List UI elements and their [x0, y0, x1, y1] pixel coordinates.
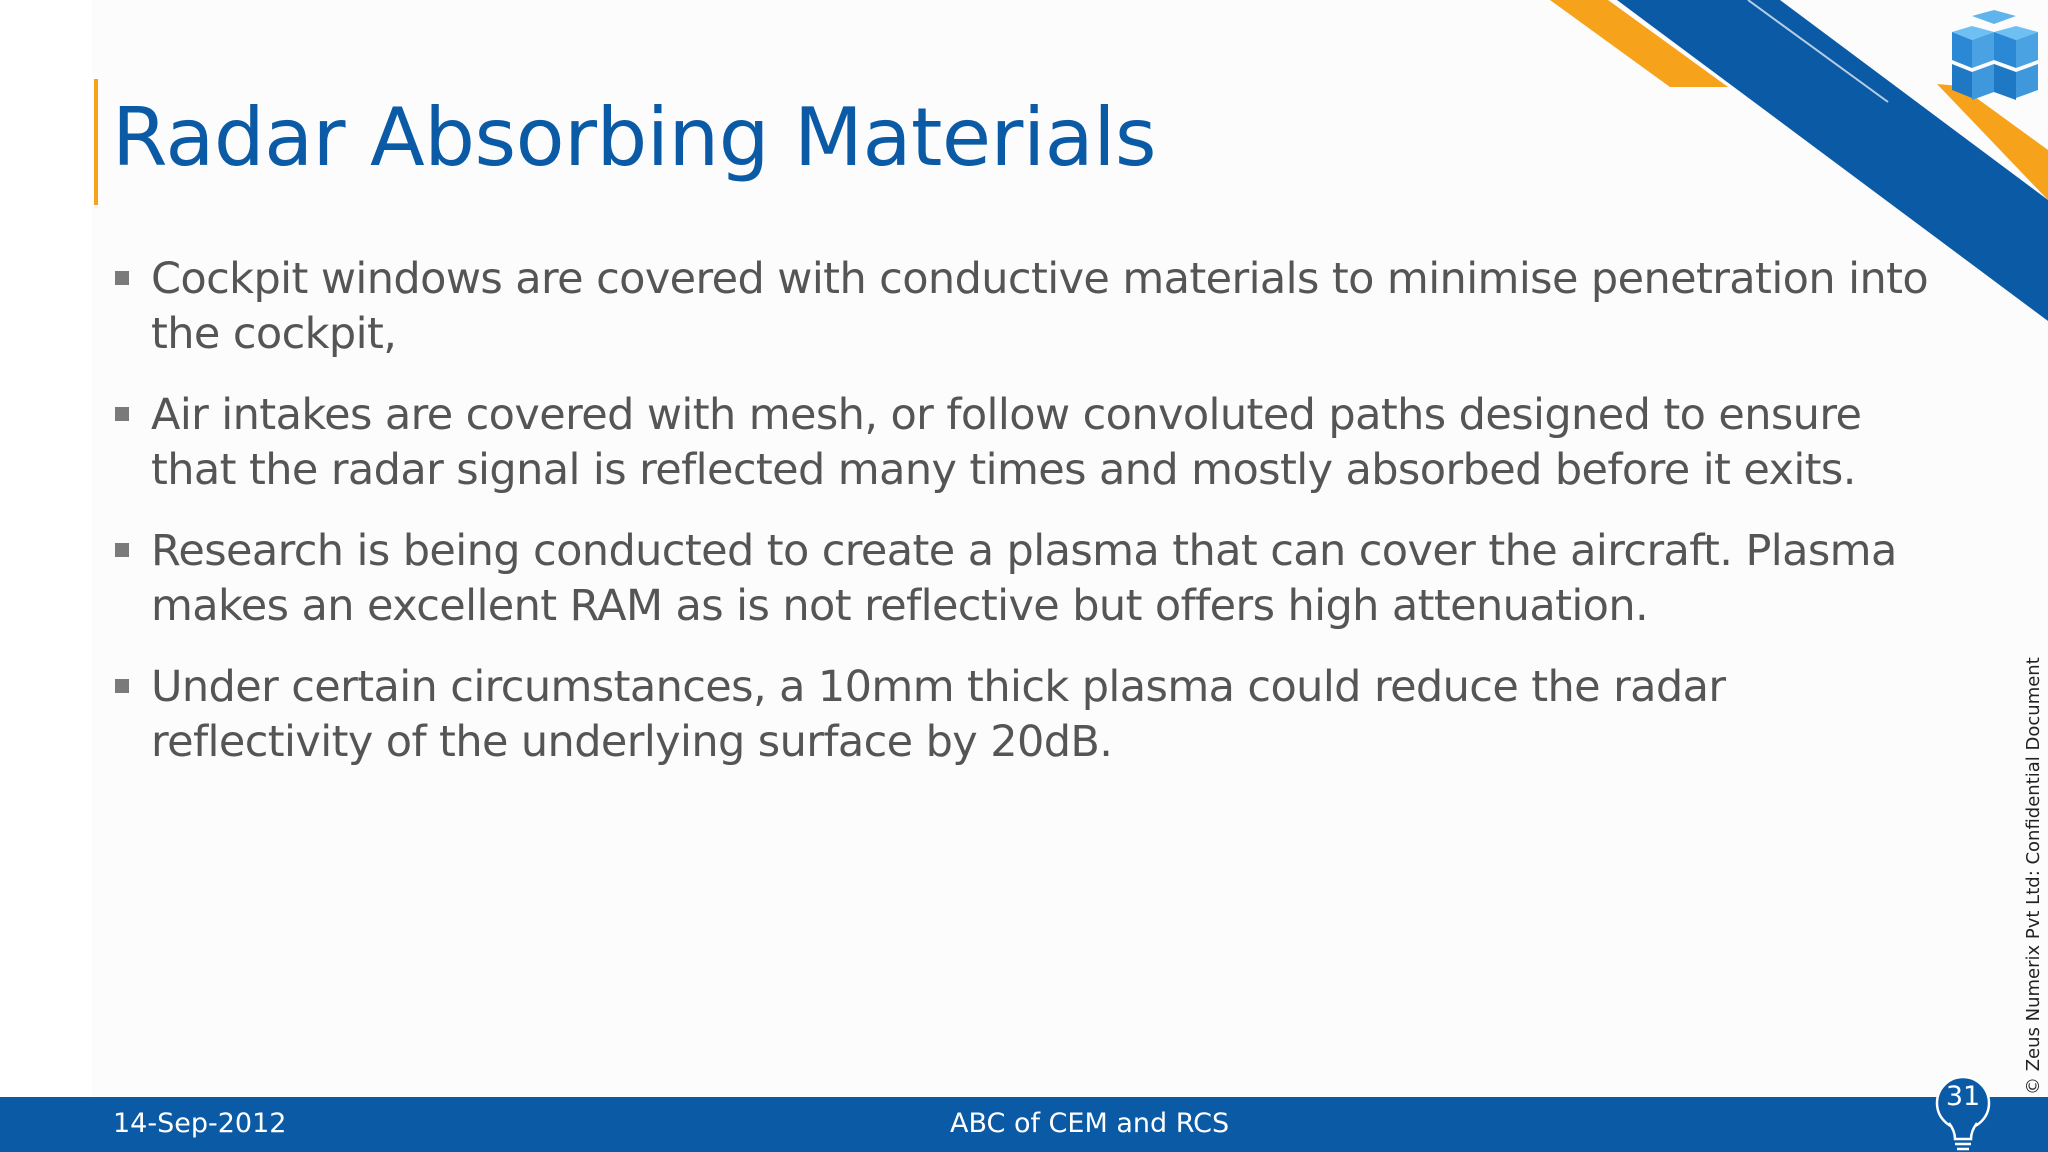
square-bullet-icon — [115, 407, 129, 421]
bullet-line: Under certain circumstances, a 10mm thick plasma could reduce the radar — [151, 662, 1726, 712]
square-bullet-icon — [115, 543, 129, 557]
page-number: 31 — [1945, 1081, 1981, 1112]
bullet-list — [114, 252, 1934, 796]
bullet-line: reflectivity of the underlying surface by 20dB. — [151, 717, 1113, 767]
footer-title: ABC of CEM and RCS — [950, 1108, 1230, 1139]
bullet-line: that the radar signal is reflected many times and mostly absorbed before it exits. — [151, 445, 1856, 495]
bullet-line: Air intakes are covered with mesh, or follow convoluted paths designed to ensure — [151, 390, 1862, 440]
bullet-item — [114, 660, 1934, 770]
bullet-item — [114, 524, 1934, 634]
slide-title: Radar Absorbing Materials — [112, 91, 1157, 184]
cube-stack-logo — [1952, 10, 2038, 100]
bullet-item — [114, 388, 1934, 498]
bullet-line: Research is being conducted to create a plasma that can cover the aircraft. Plasma — [151, 526, 1897, 576]
confidential-notice: © Zeus Numerix Pvt Ltd: Confidential Document — [2023, 657, 2044, 1095]
square-bullet-icon — [115, 271, 129, 285]
bullet-line: makes an excellent RAM as is not reflective but offers high attenuation. — [151, 581, 1649, 631]
footer-date: 14-Sep-2012 — [113, 1108, 287, 1139]
title-accent-bar — [94, 79, 98, 205]
square-bullet-icon — [115, 679, 129, 693]
bullet-item — [114, 252, 1934, 362]
bullet-line: the cockpit, — [151, 309, 397, 359]
bullet-line: Cockpit windows are covered with conductive materials to minimise penetration into — [151, 254, 1929, 304]
